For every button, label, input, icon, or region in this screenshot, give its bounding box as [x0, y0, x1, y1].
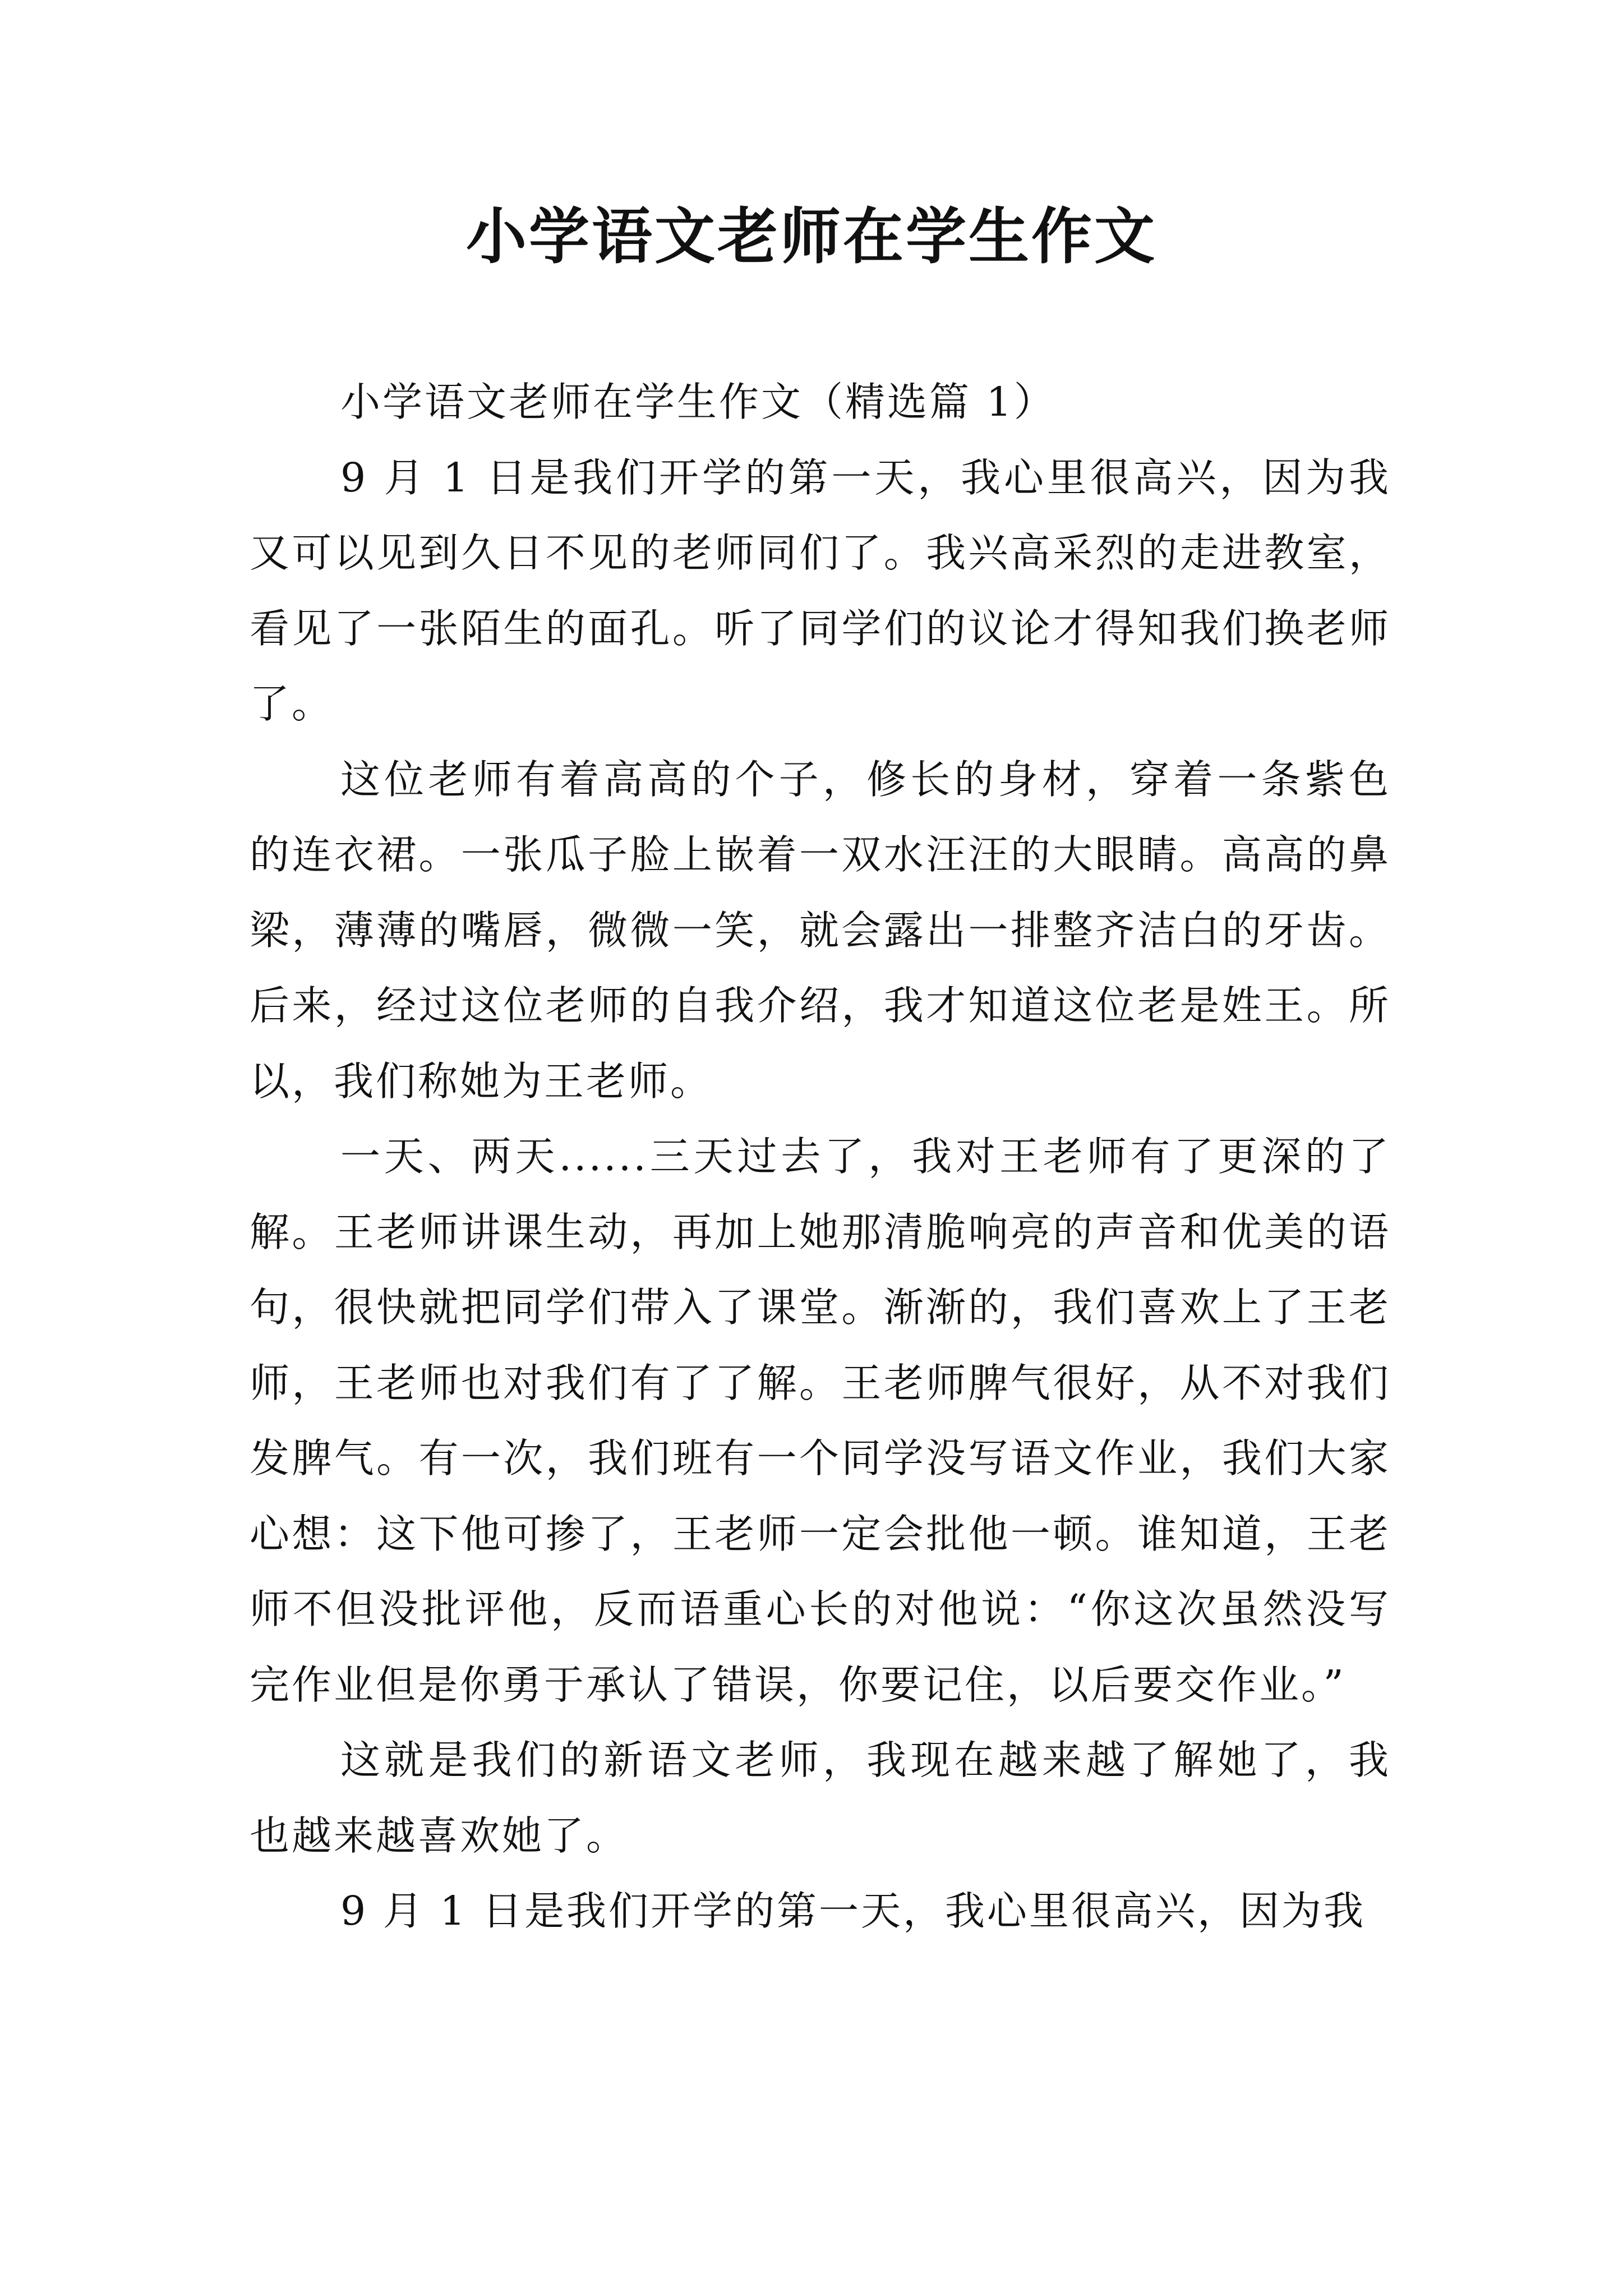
paragraph: 一天、两天......三天过去了，我对王老师有了更深的了解。王老师讲课生动，再加上她那清脆响亮的声音和优美的语句，很快就把同学们带入了课堂。渐渐的，我们喜欢上了王老师，王老师也对我们有了了解。王老师脾气很好，从不对我们发脾气。有一次，我们班有一个同学没写语文作业，我们大家心想：这下他可掺了，王老师一定会批他一顿。谁知道，王老师不但没批评他，反而语重心长的对他说：“你这次虽然没写完作业但是你勇于承认了错误，你要记住，以后要交作业。” [250, 1133, 1391, 1708]
document-body [250, 365, 1391, 1949]
document-title: 小学语文老师在学生作文 [465, 201, 1157, 272]
paragraph: 9 月 1 日是我们开学的第一天，我心里很高兴，因为我 [340, 1888, 1366, 1934]
paragraph: 9 月 1 日是我们开学的第一天，我心里很高兴，因为我又可以见到久日不见的老师同们了。我兴高采烈的走进教室，看见了一张陌生的面孔。听了同学们的议论才得知我们换老师了。 [250, 454, 1391, 727]
paragraph: 这位老师有着高高的个子，修长的身材，穿着一条紫色的连衣裙。一张瓜子脸上嵌着一双水汪汪的大眼睛。高高的鼻梁，薄薄的嘴唇，微微一笑，就会露出一排整齐洁白的牙齿。后来，经过这位老师的自我介绍，我才知道这位老是姓王。所以，我们称她为王老师。 [250, 756, 1391, 1105]
paragraph: 这就是我们的新语文老师，我现在越来越了解她了，我也越来越喜欢她了。 [250, 1737, 1391, 1859]
section-heading: 小学语文老师在学生作文（精选篇 1） [340, 379, 1056, 425]
